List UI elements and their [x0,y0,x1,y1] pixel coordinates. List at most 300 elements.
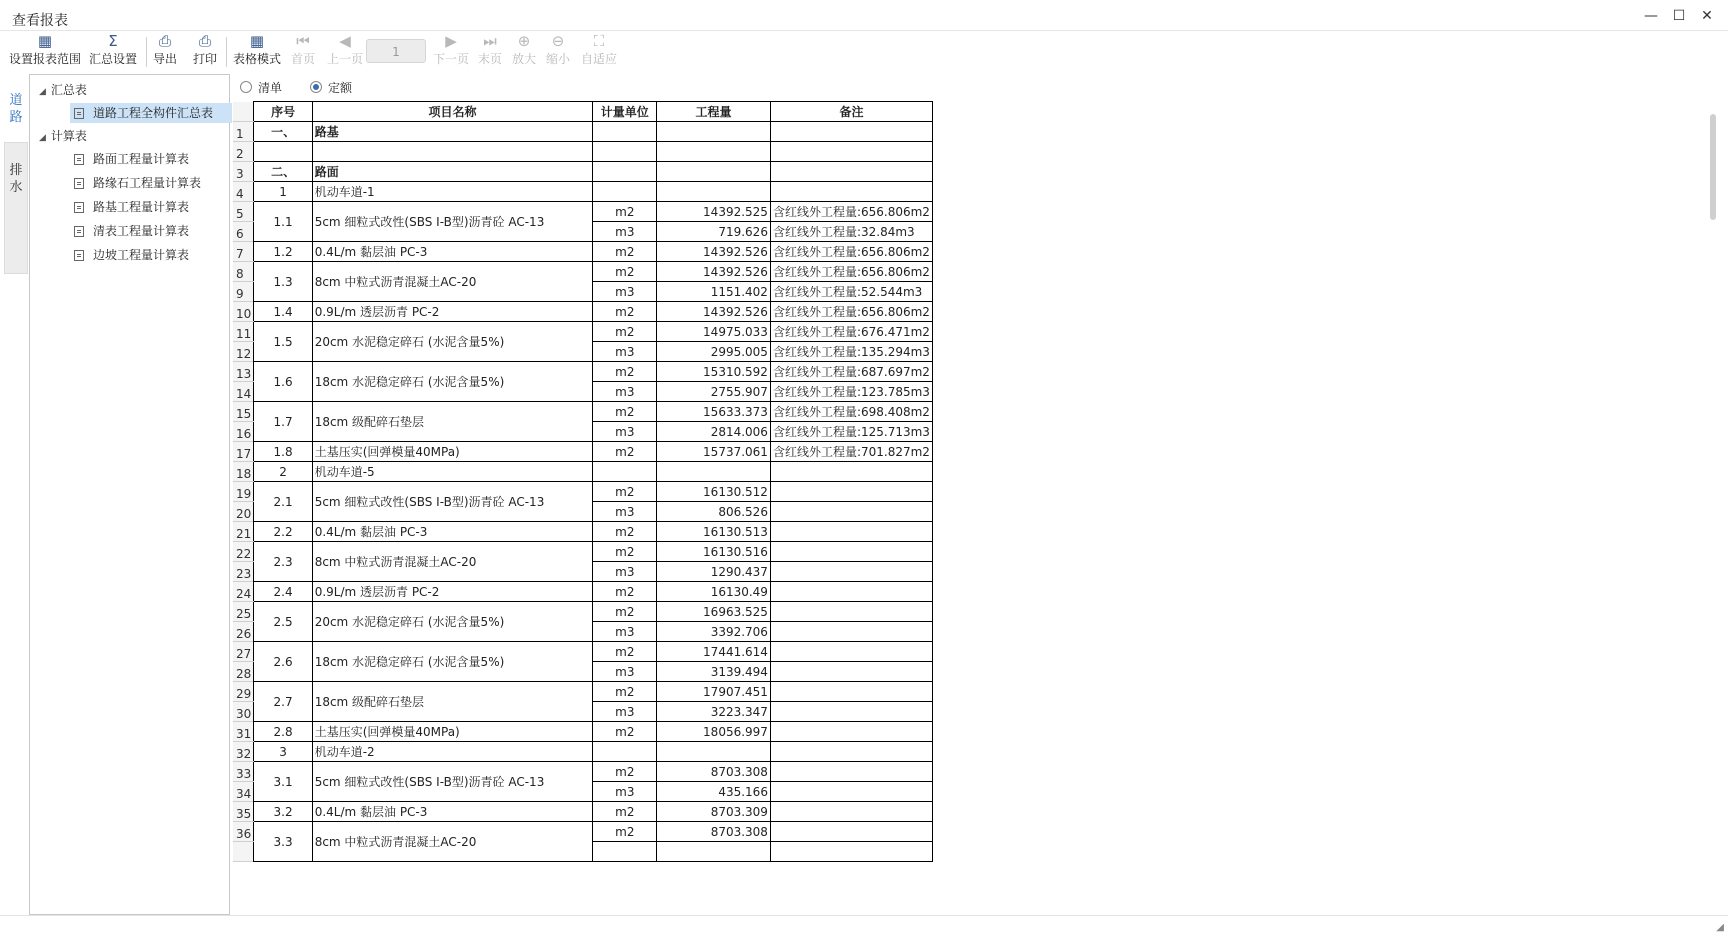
row-number: 8 [233,262,254,282]
cell-note[interactable] [770,842,932,862]
cell-name[interactable]: 5cm 细粒式改性(SBS I-B型)沥青砼 AC-13 [312,482,593,522]
status-divider [0,915,1728,916]
cell-unit[interactable] [593,462,657,482]
row-number: 27 [233,642,254,662]
cell-qty[interactable]: 16130.49 [657,582,771,602]
report-grid [233,101,933,913]
cell-unit[interactable]: m3 [593,622,657,642]
cell-seq[interactable]: 2.5 [254,602,312,642]
row-number: 2 [233,142,254,162]
document-icon [74,108,84,119]
header-note[interactable]: 备注 [770,102,932,122]
cell-unit[interactable]: m3 [593,502,657,522]
summary-settings-button[interactable] [88,31,138,71]
toolbar-separator [226,37,227,67]
cell-note[interactable]: 含红线外工程量:698.408m2 [770,402,932,422]
cell-note[interactable] [770,782,932,802]
cell-seq[interactable]: 1.7 [254,402,312,442]
cell-unit[interactable]: m2 [593,522,657,542]
header-unit[interactable]: 计量单位 [593,102,657,122]
cell-unit[interactable]: m2 [593,242,657,262]
table-row [233,122,933,142]
cell-qty[interactable]: 16963.525 [657,602,771,622]
cell-unit[interactable]: m2 [593,682,657,702]
vertical-scrollbar[interactable] [1710,114,1716,220]
table-row [233,302,933,322]
cell-qty[interactable]: 14392.525 [657,202,771,222]
cell-name[interactable] [312,142,593,162]
prev-page-icon: ◀ [339,32,351,50]
cell-note[interactable] [770,662,932,682]
cell-note[interactable]: 含红线外工程量:676.471m2 [770,322,932,342]
cell-unit[interactable]: m2 [593,322,657,342]
table-row [233,402,933,422]
cell-note[interactable] [770,582,932,602]
row-number: 16 [233,422,254,442]
first-page-button[interactable] [290,31,316,71]
row-number: 19 [233,482,254,502]
row-number: 32 [233,742,254,762]
row-number: 1 [233,122,254,142]
cell-name[interactable]: 机动车道-1 [312,182,593,202]
table-row [233,762,933,782]
cell-note[interactable] [770,562,932,582]
cell-seq[interactable]: 1.4 [254,302,312,322]
cell-qty[interactable]: 15737.061 [657,442,771,462]
cell-unit[interactable] [593,842,657,862]
tree-item-slope-calc[interactable] [74,245,189,265]
title-bar [0,0,1728,31]
cell-seq[interactable]: 二、 [254,162,312,182]
radio-selected-icon [310,81,322,93]
row-number: 30 [233,702,254,722]
cell-note[interactable] [770,602,932,622]
table-header-row [233,102,933,122]
cell-qty[interactable]: 8703.308 [657,762,771,782]
last-page-button[interactable] [477,31,503,71]
document-icon [74,250,84,261]
cell-qty[interactable]: 719.626 [657,222,771,242]
cell-seq[interactable]: 1.3 [254,262,312,302]
cell-note[interactable]: 含红线外工程量:32.84m3 [770,222,932,242]
cell-qty[interactable]: 14392.526 [657,262,771,282]
cell-seq[interactable]: 2.7 [254,682,312,722]
cell-qty[interactable]: 14392.526 [657,242,771,262]
tree-item-subgrade-calc[interactable] [74,197,189,217]
cell-note[interactable]: 含红线外工程量:123.785m3 [770,382,932,402]
cell-qty[interactable]: 3139.494 [657,662,771,682]
row-number: 26 [233,622,254,642]
cell-name[interactable]: 0.4L/m 黏层油 PC-3 [312,802,593,822]
cell-unit[interactable]: m2 [593,482,657,502]
cell-qty[interactable]: 15310.592 [657,362,771,382]
cell-qty[interactable] [657,122,771,142]
cell-seq[interactable]: 2.4 [254,582,312,602]
zoom-out-label: 缩小 [545,52,570,66]
cell-qty[interactable] [657,142,771,162]
collapse-arrow-icon: ◢ [39,133,46,143]
cell-name[interactable]: 0.4L/m 黏层油 PC-3 [312,522,593,542]
cell-unit[interactable]: m2 [593,362,657,382]
cell-unit[interactable]: m2 [593,202,657,222]
table-row [233,322,933,342]
zoom-out-button[interactable] [545,31,571,71]
tree-item-label: 路缘石工程量计算表 [93,176,202,190]
cell-name[interactable]: 5cm 细粒式改性(SBS I-B型)沥青砼 AC-13 [312,762,593,802]
table-row [233,242,933,262]
header-name[interactable]: 项目名称 [312,102,593,122]
cell-note[interactable]: 含红线外工程量:656.806m2 [770,262,932,282]
cell-qty[interactable]: 2814.006 [657,422,771,442]
tree-item-pavement-calc[interactable] [74,149,189,169]
tree-group-calc-label: 计算表 [50,129,87,143]
cell-note[interactable] [770,682,932,702]
cell-qty[interactable] [657,742,771,762]
cell-seq[interactable]: 2.3 [254,542,312,582]
collapse-arrow-icon: ◢ [39,87,46,97]
tree-item-clearing-calc[interactable] [74,221,189,241]
cell-unit[interactable] [593,142,657,162]
row-number: 13 [233,362,254,382]
row-number: 4 [233,182,254,202]
table-row [233,602,933,622]
cell-unit[interactable]: m3 [593,282,657,302]
zoom-in-label: 放大 [511,52,536,66]
cell-name[interactable]: 18cm 水泥稳定碎石 (水泥含量5%) [312,362,593,402]
cell-note[interactable] [770,142,932,162]
cell-qty[interactable]: 2755.907 [657,382,771,402]
cell-unit[interactable] [593,122,657,142]
table-mode-button[interactable] [232,31,282,71]
cell-seq[interactable]: 一、 [254,122,312,142]
cell-seq[interactable]: 2.6 [254,642,312,682]
cell-qty[interactable]: 8703.308 [657,822,771,842]
cell-qty[interactable]: 3223.347 [657,702,771,722]
resize-grip-icon[interactable]: ◢ [1716,922,1724,933]
cell-name[interactable]: 0.4L/m 黏层油 PC-3 [312,242,593,262]
header-qty[interactable]: 工程量 [657,102,771,122]
cell-qty[interactable]: 14392.526 [657,302,771,322]
tree-item-label: 道路工程全构件汇总表 [93,106,214,120]
cell-name[interactable]: 18cm 级配碎石垫层 [312,682,593,722]
cell-qty[interactable]: 17441.614 [657,642,771,662]
close-button[interactable]: ✕ [1701,8,1713,24]
cell-name[interactable]: 路基 [312,122,593,142]
cell-seq[interactable] [254,142,312,162]
cell-unit[interactable]: m2 [593,262,657,282]
mode-radio-group [240,77,380,97]
row-number: 6 [233,222,254,242]
cell-note[interactable] [770,702,932,722]
cell-qty[interactable]: 8703.309 [657,802,771,822]
cell-seq[interactable]: 1.6 [254,362,312,402]
cell-unit[interactable]: m2 [593,722,657,742]
cell-qty[interactable]: 16130.513 [657,522,771,542]
cell-unit[interactable]: m2 [593,822,657,842]
cell-qty[interactable] [657,842,771,862]
cell-qty[interactable]: 2995.005 [657,342,771,362]
tree-group-summary-label: 汇总表 [50,83,87,97]
cell-seq[interactable]: 2 [254,462,312,482]
tree-item-label: 边坡工程量计算表 [93,248,190,262]
cell-seq[interactable]: 2.1 [254,482,312,522]
tree-item-road-summary[interactable] [70,103,232,123]
table-row [233,362,933,382]
report-table [233,101,933,862]
minimize-button[interactable]: — [1644,8,1658,24]
radio-circle-icon [240,81,252,93]
cell-seq[interactable]: 1.1 [254,202,312,242]
row-number: 24 [233,582,254,602]
cell-name[interactable]: 18cm 级配碎石垫层 [312,402,593,442]
prev-page-button[interactable] [326,31,364,71]
cell-seq[interactable]: 1.8 [254,442,312,462]
next-page-icon: ▶ [445,32,457,50]
table-row [233,742,933,762]
cell-unit[interactable]: m2 [593,602,657,622]
table-row [233,262,933,282]
cell-seq[interactable]: 3.2 [254,802,312,822]
summary-settings-label: 汇总设置 [88,52,137,66]
cell-seq[interactable]: 2.2 [254,522,312,542]
cell-unit[interactable]: m2 [593,642,657,662]
row-number: 11 [233,322,254,342]
cell-note[interactable] [770,762,932,782]
cell-note[interactable] [770,182,932,202]
cell-name[interactable]: 机动车道-2 [312,742,593,762]
cell-note[interactable]: 含红线外工程量:125.713m3 [770,422,932,442]
cell-qty[interactable]: 435.166 [657,782,771,802]
row-number-header [233,102,254,122]
set-report-range-label: 设置报表范围 [8,52,81,66]
document-icon [74,154,84,165]
toolbar-separator [146,37,147,67]
cell-note[interactable]: 含红线外工程量:656.806m2 [770,242,932,262]
table-row [233,642,933,662]
fit-button[interactable] [580,31,618,71]
first-page-icon: ⏮ [296,32,310,50]
cell-qty[interactable]: 16130.512 [657,482,771,502]
prev-page-label: 上一页 [326,52,363,66]
row-number: 14 [233,382,254,402]
cell-unit[interactable] [593,162,657,182]
cell-note[interactable]: 含红线外工程量:687.697m2 [770,362,932,382]
cell-name[interactable]: 8cm 中粒式沥青混凝土AC-20 [312,822,593,862]
cell-note[interactable] [770,722,932,742]
cell-note[interactable] [770,462,932,482]
zoom-out-icon: ⊖ [551,32,565,50]
last-page-label: 末页 [477,52,502,66]
cell-qty[interactable]: 1290.437 [657,562,771,582]
cell-note[interactable] [770,542,932,562]
cell-qty[interactable]: 17907.451 [657,682,771,702]
table-row [233,722,933,742]
cell-unit[interactable]: m3 [593,662,657,682]
cell-unit[interactable]: m3 [593,782,657,802]
table-row [233,162,933,182]
first-page-label: 首页 [290,52,315,66]
cell-note[interactable] [770,502,932,522]
table-row [233,202,933,222]
set-report-range-button[interactable] [8,31,82,71]
cell-unit[interactable]: m2 [593,582,657,602]
cell-name[interactable]: 8cm 中粒式沥青混凝土AC-20 [312,542,593,582]
cell-seq[interactable]: 3.3 [254,822,312,862]
row-number: 10 [233,302,254,322]
cell-note[interactable]: 含红线外工程量:701.827m2 [770,442,932,462]
cell-note[interactable]: 含红线外工程量:135.294m3 [770,342,932,362]
export-icon: ⎙ [158,32,171,50]
cell-seq[interactable]: 3 [254,742,312,762]
cell-unit[interactable]: m3 [593,562,657,582]
cell-qty[interactable]: 3392.706 [657,622,771,642]
cell-unit[interactable]: m2 [593,762,657,782]
cell-name[interactable]: 土基压实(回弹模量40MPa) [312,722,593,742]
next-page-label: 下一页 [432,52,469,66]
cell-name[interactable]: 20cm 水泥稳定碎石 (水泥含量5%) [312,602,593,642]
side-tab-drain[interactable]: 排水 [9,163,23,195]
tree-group-calc[interactable] [39,126,87,146]
fit-label: 自适应 [580,52,617,66]
table-row [233,182,933,202]
export-label: 导出 [152,52,177,66]
table-row [233,682,933,702]
row-number: 17 [233,442,254,462]
cell-qty[interactable]: 806.526 [657,502,771,522]
table-row [233,142,933,162]
grid-icon: ▦ [37,32,53,50]
report-tree [29,74,230,915]
cell-seq[interactable]: 3.1 [254,762,312,802]
cell-name[interactable]: 路面 [312,162,593,182]
mode-option-label: 定额 [328,80,353,95]
cell-unit[interactable]: m3 [593,342,657,362]
table-row [233,462,933,482]
cell-qty[interactable] [657,182,771,202]
print-button[interactable] [192,31,218,71]
cell-unit[interactable]: m2 [593,442,657,462]
cell-qty[interactable]: 16130.516 [657,542,771,562]
cell-unit[interactable]: m3 [593,422,657,442]
export-button[interactable] [152,31,178,71]
table-row [233,542,933,562]
cell-qty[interactable]: 1151.402 [657,282,771,302]
row-number: 15 [233,402,254,422]
cell-note[interactable] [770,522,932,542]
row-number: 33 [233,762,254,782]
cell-unit[interactable]: m2 [593,542,657,562]
table-row [233,582,933,602]
side-tabs [4,74,30,930]
cell-note[interactable]: 含红线外工程量:52.544m3 [770,282,932,302]
sigma-icon: Σ [108,32,118,50]
row-number: 3 [233,162,254,182]
row-number: 31 [233,722,254,742]
row-number: 35 [233,802,254,822]
maximize-button[interactable]: ☐ [1672,8,1686,24]
cell-seq[interactable]: 1 [254,182,312,202]
cell-qty[interactable] [657,162,771,182]
window-title: 查看报表 [12,13,68,29]
table-row [233,442,933,462]
mode-option-bill[interactable] [240,79,282,96]
cell-note[interactable] [770,642,932,662]
next-page-button[interactable] [432,31,470,71]
header-seq[interactable]: 序号 [254,102,312,122]
table-row [233,802,933,822]
printer-icon: ⎙ [198,32,211,50]
row-number: 22 [233,542,254,562]
cell-qty[interactable]: 14975.033 [657,322,771,342]
document-icon [74,202,84,213]
tree-item-curb-calc[interactable] [74,173,201,193]
cell-note[interactable]: 含红线外工程量:656.806m2 [770,202,932,222]
tree-item-label: 清表工程量计算表 [93,224,190,238]
row-number: 9 [233,282,254,302]
cell-unit[interactable] [593,182,657,202]
row-number [233,842,254,862]
last-page-icon: ⏭ [483,32,497,50]
tree-item-label: 路面工程量计算表 [93,152,190,166]
page-number-input[interactable]: 1 [366,39,426,63]
cell-note[interactable] [770,822,932,842]
cell-name[interactable]: 18cm 水泥稳定碎石 (水泥含量5%) [312,642,593,682]
cell-unit[interactable]: m3 [593,702,657,722]
tree-item-label: 路基工程量计算表 [93,200,190,214]
cell-note[interactable]: 含红线外工程量:656.806m2 [770,302,932,322]
cell-name[interactable]: 20cm 水泥稳定碎石 (水泥含量5%) [312,322,593,362]
row-number: 34 [233,782,254,802]
mode-option-quota[interactable] [310,79,352,96]
cell-unit[interactable]: m2 [593,302,657,322]
cell-note[interactable] [770,622,932,642]
cell-seq[interactable]: 1.5 [254,322,312,362]
row-number: 25 [233,602,254,622]
cell-note[interactable] [770,162,932,182]
cell-seq[interactable]: 2.8 [254,722,312,742]
cell-qty[interactable]: 15633.373 [657,402,771,422]
row-number: 18 [233,462,254,482]
cell-unit[interactable]: m3 [593,382,657,402]
cell-name[interactable]: 机动车道-5 [312,462,593,482]
cell-unit[interactable] [593,742,657,762]
cell-note[interactable] [770,482,932,502]
cell-qty[interactable]: 18056.997 [657,722,771,742]
cell-unit[interactable]: m2 [593,402,657,422]
cell-note[interactable] [770,122,932,142]
cell-seq[interactable]: 1.2 [254,242,312,262]
cell-qty[interactable] [657,462,771,482]
row-number: 23 [233,562,254,582]
zoom-in-button[interactable] [511,31,537,71]
table-row [233,522,933,542]
row-number: 29 [233,682,254,702]
cell-name[interactable]: 8cm 中粒式沥青混凝土AC-20 [312,262,593,302]
cell-unit[interactable]: m2 [593,802,657,822]
table-row [233,822,933,842]
tree-group-summary[interactable] [39,80,87,100]
side-tab-road[interactable]: 道路 [9,93,23,125]
cell-name[interactable]: 5cm 细粒式改性(SBS I-B型)沥青砼 AC-13 [312,202,593,242]
document-icon [74,226,84,237]
cell-unit[interactable]: m3 [593,222,657,242]
cell-note[interactable] [770,742,932,762]
cell-name[interactable]: 土基压实(回弹模量40MPa) [312,442,593,462]
cell-name[interactable]: 0.9L/m 透层沥青 PC-2 [312,302,593,322]
cell-name[interactable]: 0.9L/m 透层沥青 PC-2 [312,582,593,602]
cell-note[interactable] [770,802,932,822]
row-number: 20 [233,502,254,522]
